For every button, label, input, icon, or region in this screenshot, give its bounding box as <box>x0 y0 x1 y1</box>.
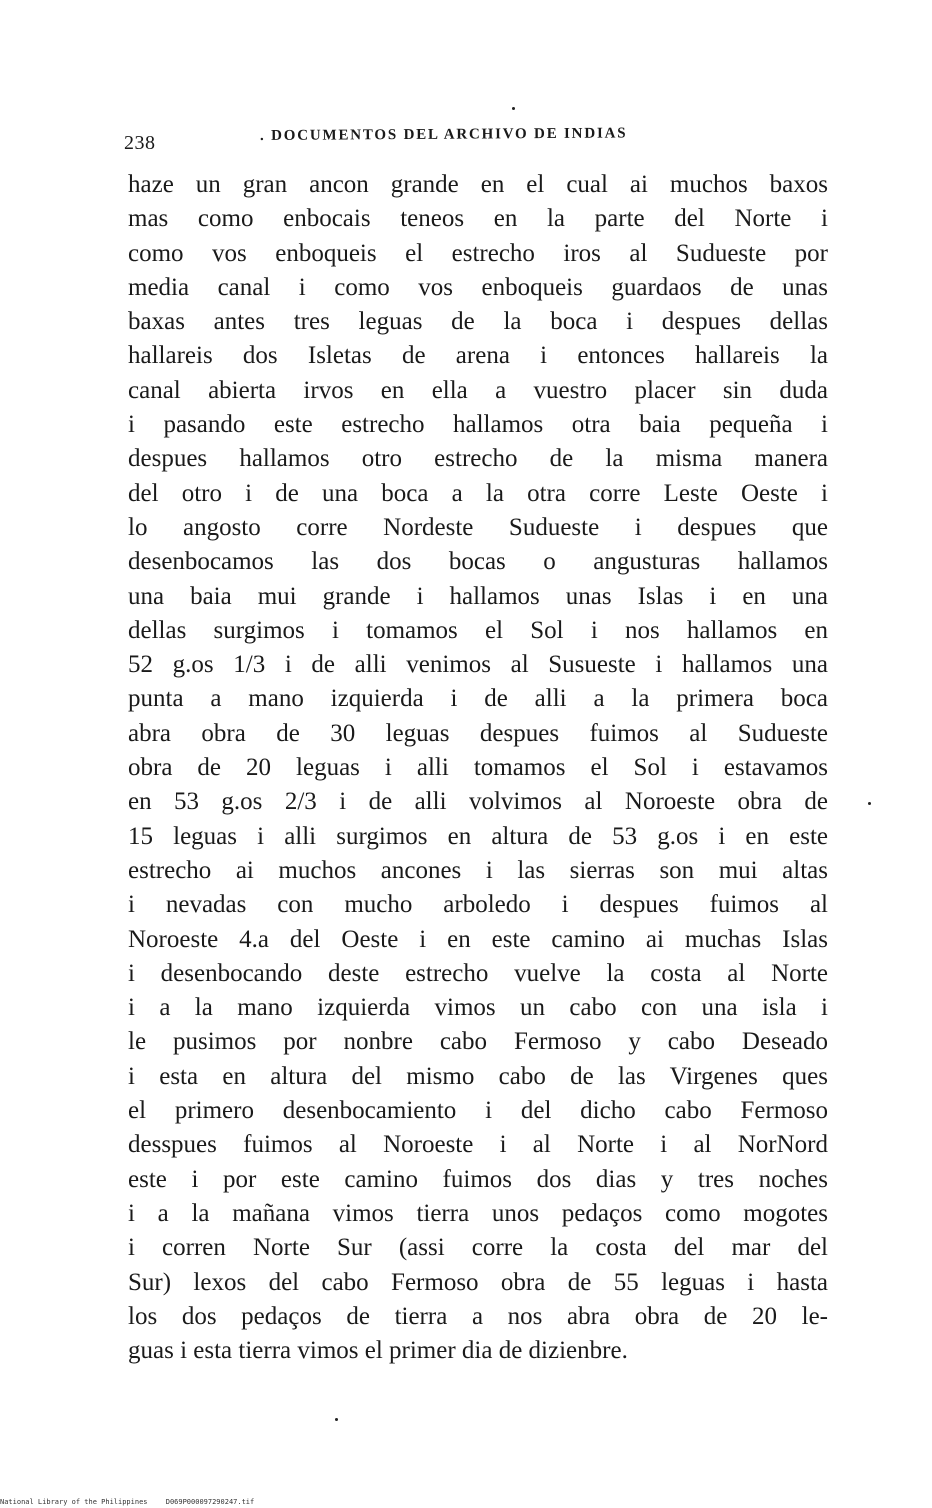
text-line: desspues fuimos al Noroeste i al Norte i al NorNord <box>128 1131 828 1159</box>
text-line: hallareis dos Isletas de arena i entonces hallareis la <box>128 342 828 370</box>
text-line: i esta en altura del mismo cabo de las Virgenes ques <box>128 1062 828 1090</box>
scan-speck <box>335 1418 338 1421</box>
text-line: como vos enboqueis el estrecho iros al Sudueste por <box>128 239 828 267</box>
text-line: punta a mano izquierda i de alli a la primera boca <box>128 685 828 713</box>
text-line: abra obra de 30 leguas despues fuimos al Sudueste <box>128 719 828 747</box>
footer-file: D069P000097290247.tif <box>165 1498 255 1506</box>
text-line: mas como enbocais teneos en la parte del Norte i <box>128 205 828 233</box>
scan-speck <box>512 107 515 110</box>
text-line: media canal i como vos enboqueis guardaos de unas <box>128 273 828 301</box>
text-line: despues hallamos otro estrecho de la misma manera <box>128 445 828 473</box>
text-line: desenbocamos las dos bocas o angusturas hallamos <box>128 548 828 576</box>
text-line: lo angosto corre Nordeste Sudueste i despues que <box>128 513 828 541</box>
text-line: i pasando este estrecho hallamos otra baia pequeña i <box>128 411 828 439</box>
text-line: obra de 20 leguas i alli tomamos el Sol i estavamos <box>128 754 828 782</box>
text-line: le pusimos por nonbre cabo Fermoso y cabo Deseado <box>128 1028 828 1056</box>
text-line: dellas surgimos i tomamos el Sol i nos hallamos en <box>128 616 828 644</box>
text-line: i a la mañana vimos tierra unos pedaços como mogotes <box>128 1199 828 1227</box>
text-line: 15 leguas i alli surgimos en altura de 53 g.os i en este <box>128 822 828 850</box>
footer-library: National Library of the Philippines <box>0 1498 148 1506</box>
text-line: i nevadas con mucho arboledo i despues fuimos al <box>128 891 828 919</box>
text-line: en 53 g.os 2/3 i de alli volvimos al Noroeste obra de <box>128 788 828 816</box>
text-line: del otro i de una boca a la otra corre Leste Oeste i <box>128 479 828 507</box>
text-line: Noroeste 4.a del Oeste i en este camino ai muchas Islas <box>128 925 828 953</box>
text-line: los dos pedaços de tierra a nos abra obra de 20 le- <box>128 1302 828 1330</box>
body-text <box>128 168 828 1368</box>
text-line: i a la mano izquierda vimos un cabo con una isla i <box>128 994 828 1022</box>
text-line: el primero desenbocamiento i del dicho cabo Fermoso <box>128 1097 828 1125</box>
text-line: baxas antes tres leguas de la boca i despues dellas <box>128 308 828 336</box>
scan-speck <box>868 802 871 805</box>
text-line: guas i esta tierra vimos el primer dia de dizienbre. <box>128 1337 628 1365</box>
text-line: Sur) lexos del cabo Fermoso obra de 55 leguas i hasta <box>128 1268 828 1296</box>
text-line: i desenbocando deste estrecho vuelve la costa al Norte <box>128 959 828 987</box>
page-number: 238 <box>124 132 156 154</box>
text-line: canal abierta irvos en ella a vuestro placer sin duda <box>128 376 828 404</box>
text-line: una baia mui grande i hallamos unas Islas i en una <box>128 582 828 610</box>
running-head: . DOCUMENTOS DEL ARCHIVO DE INDIAS <box>259 125 628 144</box>
text-line: 52 g.os 1/3 i de alli venimos al Susueste i hallamos una <box>128 651 828 679</box>
text-line: estrecho ai muchos ancones i las sierras son mui altas <box>128 856 828 884</box>
text-line: este i por este camino fuimos dos dias y tres noches <box>128 1165 828 1193</box>
scan-footer <box>0 1498 268 1506</box>
text-line: haze un gran ancon grande en el cual ai muchos baxos <box>128 171 828 198</box>
text-line: i corren Norte Sur (assi corre la costa del mar del <box>128 1234 828 1262</box>
